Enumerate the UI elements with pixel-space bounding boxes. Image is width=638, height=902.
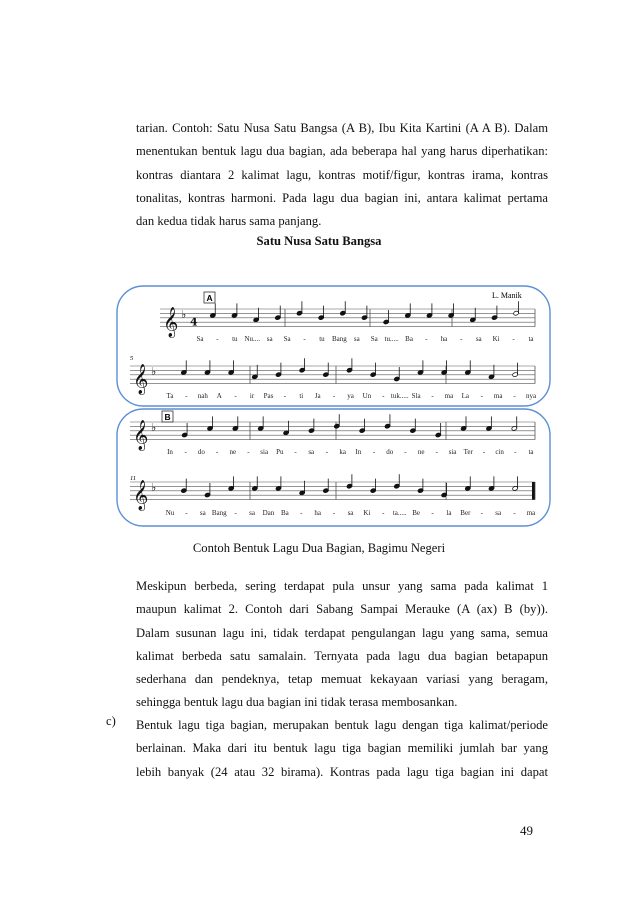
list-item-c xyxy=(136,714,548,784)
lyric-syllable: - xyxy=(404,448,407,456)
lyric-syllable: ha xyxy=(440,335,448,343)
lyric-syllable: - xyxy=(480,392,483,400)
lyric-syllable: ne xyxy=(229,448,237,456)
lyric-syllable: tuk..... xyxy=(390,392,409,400)
text-line: dan kedua tidak harus sama panjang. xyxy=(136,214,322,229)
lyric-syllable: - xyxy=(247,448,250,456)
lyric-syllable: Ba xyxy=(405,335,413,343)
lyric-syllable: tu..... xyxy=(384,335,399,343)
lyric-syllable: - xyxy=(512,335,515,343)
lyric-syllable: - xyxy=(325,448,329,456)
lyric-syllable: Pu xyxy=(276,448,284,456)
text-line: maupun kalimat 2. Contoh dari Sabang Sampai Merauke (A (ax) B (by)). xyxy=(136,602,548,617)
lyric-syllable: Ba xyxy=(280,509,289,517)
lyric-syllable: - xyxy=(234,509,237,517)
lyric-syllable: Bang xyxy=(331,335,347,343)
lyric-syllable: - xyxy=(184,448,187,456)
text-line: tonalitas, kontras harmoni. Pada lagu dua bagian ini, antara kalimat pertama xyxy=(136,190,548,205)
lyric-syllable: Un xyxy=(362,392,372,400)
text-line: menentukan bentuk lagu dua bagian, ada beberapa hal yang harus diperhatikan: xyxy=(136,144,548,159)
lyric-syllable: - xyxy=(482,448,486,456)
lyric-syllable: ma xyxy=(493,392,503,400)
figure-caption: Contoh Bentuk Lagu Dua Bagian, Bagimu Negeri xyxy=(192,541,446,555)
text-line: Meskipun berbeda, sering terdapat pula unsur yang sama pada kalimat 1 xyxy=(136,579,548,593)
lyric-syllable: - xyxy=(460,335,463,343)
final-barline xyxy=(532,482,535,500)
section-b-label: B xyxy=(164,412,171,422)
lyric-syllable: - xyxy=(234,392,237,400)
lyric-syllable: - xyxy=(332,509,336,517)
treble-clef-icon: 𝄞 xyxy=(133,480,149,511)
composer-label: L. Manik xyxy=(492,291,522,300)
lyric-syllable: Ta xyxy=(166,392,174,400)
lyric-syllable: Dan xyxy=(262,509,275,517)
lyric-syllable: cin xyxy=(495,448,504,456)
lyric-syllable: sa xyxy=(199,509,206,517)
time-signature: 4 xyxy=(190,315,198,329)
lyric-syllable: ne xyxy=(417,448,425,456)
text-line: lebih banyak (24 atau 32 birama). Kontras pada lagu tiga bagian ini dapat xyxy=(136,764,548,779)
song-title: Satu Nusa Satu Bangsa xyxy=(256,234,382,248)
lyric-syllable: - xyxy=(382,392,385,400)
list-marker: c) xyxy=(106,714,116,728)
lyric-syllable: La xyxy=(461,392,470,400)
lyric-syllable: - xyxy=(480,509,483,517)
lyric-syllable: Pas xyxy=(263,392,274,400)
measure-number: 11 xyxy=(130,475,137,482)
lyric-syllable: tu xyxy=(319,335,325,343)
lyric-syllable: ha xyxy=(314,509,321,517)
lyric-syllable: Sa xyxy=(283,335,291,343)
lyric-syllable: Ter xyxy=(463,448,473,456)
lyric-syllable: Ki xyxy=(363,509,371,517)
text-line: Dalam susunan lagu ini, tidak terdapat pengulangan lagu yang sama, semua xyxy=(136,625,548,640)
lyric-syllable: - xyxy=(425,335,428,343)
lyric-syllable: Sa xyxy=(196,335,204,343)
lyric-syllable: ka xyxy=(339,448,346,456)
text-line: sehingga bentuk lagu dua bagian ini tidak terasa membosankan. xyxy=(136,695,458,710)
lyric-syllable: sa xyxy=(347,509,354,517)
flat-icon: ♭ xyxy=(151,364,157,378)
treble-clef-icon: 𝄞 xyxy=(133,420,149,451)
lyric-syllable: ma xyxy=(444,392,454,400)
flat-icon: ♭ xyxy=(151,420,157,434)
lyric-syllable: sa xyxy=(495,509,502,517)
treble-clef-icon: 𝄞 xyxy=(163,307,179,338)
lyric-syllable: - xyxy=(513,392,516,400)
lyric-syllable: sa xyxy=(266,335,273,343)
lyric-syllable: Ja xyxy=(314,392,321,400)
lyric-syllable: Ki xyxy=(492,335,500,343)
lyric-syllable: - xyxy=(303,335,306,343)
lyric-syllable: nah xyxy=(197,392,208,400)
lyric-syllable: In xyxy=(167,448,173,456)
lyric-syllable: sa xyxy=(249,509,255,517)
lyric-syllable: - xyxy=(294,448,297,456)
text-line: kalimat berbeda satu samalain. Ternyata pada lagu dua bagian betapapun xyxy=(136,648,548,663)
page-number: 49 xyxy=(520,823,533,838)
lyric-syllable: - xyxy=(332,392,336,400)
lyric-syllable: sia xyxy=(260,448,269,456)
treble-clef-icon: 𝄞 xyxy=(133,364,149,395)
text-line: tarian. Contoh: Satu Nusa Satu Bangsa (A B), Ibu Kita Kartini (A A B). Dalam xyxy=(136,121,548,135)
lyric-syllable: sia xyxy=(448,448,457,456)
lyric-syllable: sa xyxy=(308,448,315,456)
lyric-syllable: - xyxy=(435,448,438,456)
lyric-syllable: do xyxy=(197,448,205,456)
lyric-syllable: tu xyxy=(232,335,238,343)
section-a-label: A xyxy=(206,293,213,303)
lyric-syllable: Bang xyxy=(211,509,227,517)
lyric-syllable: nya xyxy=(525,392,537,400)
lyric-syllable: ta xyxy=(528,448,534,456)
section-a-box xyxy=(117,286,550,406)
lyric-syllable: - xyxy=(382,509,385,517)
text-line: kontras diantara 2 kalimat lagu, kontras motif/figur, kontras irama, kontras xyxy=(136,167,548,182)
flat-icon: ♭ xyxy=(181,307,187,321)
lyric-syllable: Sa xyxy=(370,335,378,343)
lyric-syllable: - xyxy=(283,392,287,400)
lyric-syllable: - xyxy=(431,509,434,517)
lyric-syllable: ir xyxy=(249,392,255,400)
lyric-syllable: - xyxy=(431,392,434,400)
lyric-syllable: do xyxy=(386,448,394,456)
flat-icon: ♭ xyxy=(151,480,157,494)
lyric-syllable: ta xyxy=(528,335,534,343)
text-line: Bentuk lagu tiga bagian, merupakan bentuk lagu dengan tiga kalimat/periode xyxy=(136,718,548,732)
lyric-syllable: la xyxy=(446,509,452,517)
lyric-syllable: ya xyxy=(347,392,354,400)
lyric-syllable: - xyxy=(372,448,376,456)
text-line: berlainan. Maka dari itu bentuk lagu tiga bagian memiliki jumlah bar yang xyxy=(136,741,548,756)
lyric-syllable: - xyxy=(185,392,188,400)
lyric-syllable: ti xyxy=(299,392,304,400)
lyric-syllable: Nu.... xyxy=(244,335,261,343)
lyric-syllable: - xyxy=(514,448,517,456)
paragraph-middle xyxy=(136,575,548,715)
lyric-syllable: Be xyxy=(412,509,421,517)
lyric-syllable: Nu xyxy=(165,509,175,517)
lyric-syllable: sa xyxy=(353,335,360,343)
text-line: sederhana dan pendeknya, tetap memuat kekayaan variasi yang beragam, xyxy=(136,672,548,687)
lyric-syllable: - xyxy=(185,509,188,517)
lyric-syllable: - xyxy=(215,448,219,456)
lyric-syllable: ta..... xyxy=(392,509,407,517)
lyric-syllable: sa xyxy=(475,335,482,343)
measure-number: 5 xyxy=(130,355,134,362)
lyric-syllable: ma xyxy=(526,509,536,517)
lyric-syllable: - xyxy=(513,509,516,517)
lyric-syllable: Sla xyxy=(411,392,421,400)
lyric-syllable: Ber xyxy=(460,509,471,517)
lyric-syllable: - xyxy=(216,335,219,343)
lyric-syllable: - xyxy=(300,509,303,517)
lyric-syllable: In xyxy=(355,448,362,456)
lyrics xyxy=(166,335,537,517)
lyric-syllable: A xyxy=(216,392,222,400)
